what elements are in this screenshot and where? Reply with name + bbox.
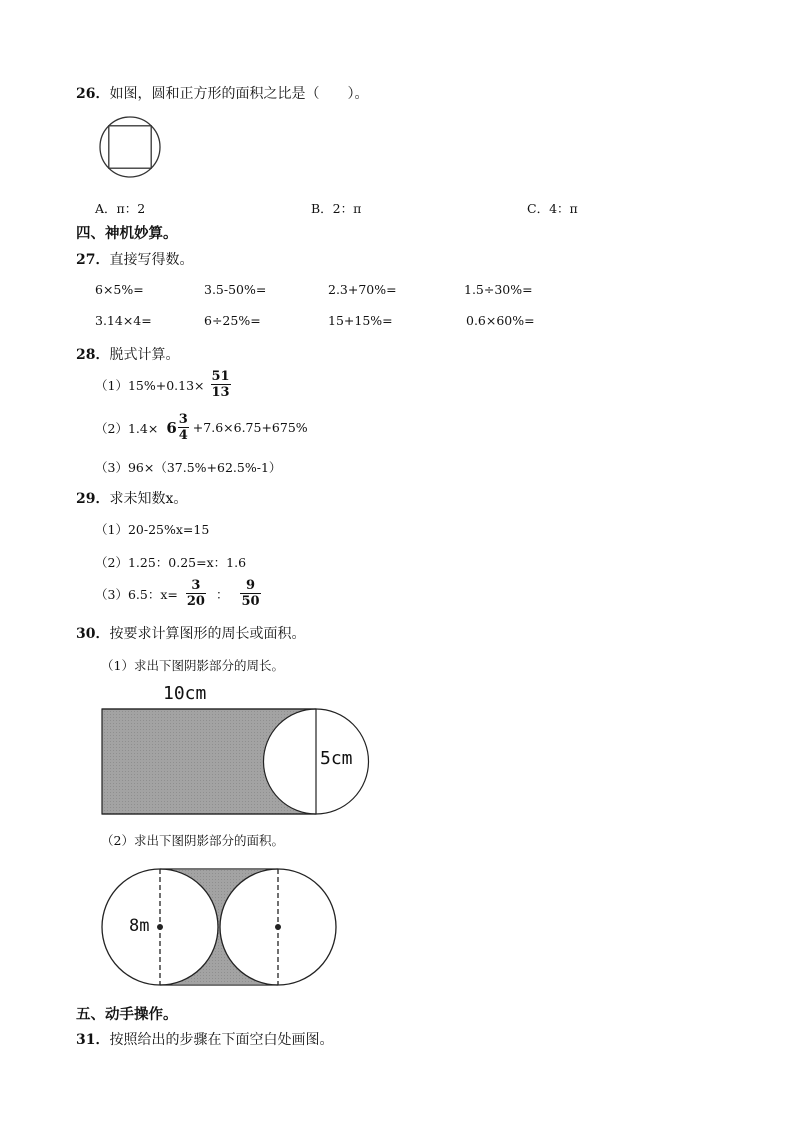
calc-item: 15+15%= <box>328 313 393 328</box>
numerator: 3 <box>191 578 201 593</box>
calc-item: 6×5%= <box>95 282 144 297</box>
denominator: 50 <box>241 594 260 609</box>
question-29: 29．求未知数x。 <box>76 491 188 507</box>
question-text: 求未知数x。 <box>109 491 188 507</box>
denominator: 13 <box>211 385 230 400</box>
equation-2: （2）1.25：0.25=x：1.6 <box>95 555 247 570</box>
question-text: 脱式计算。 <box>109 347 180 363</box>
question-number: 27 <box>76 252 96 268</box>
fraction <box>211 369 231 400</box>
numerator: 3 <box>178 412 188 427</box>
question-number: 29 <box>76 491 96 507</box>
question-31: 31．按照给出的步骤在下面空白处画图。 <box>76 1032 334 1048</box>
expression-1 <box>95 369 233 400</box>
mixed-number <box>166 412 192 443</box>
calc-item: 2.3+70%= <box>328 282 397 297</box>
calc-item: 6÷25%= <box>204 313 261 328</box>
whole-part: 6 <box>166 418 177 437</box>
side-length-label: 8m <box>129 916 150 936</box>
question-number: 28 <box>76 347 96 363</box>
numerator: 51 <box>211 369 230 384</box>
calc-item: 3.14×4= <box>95 313 152 328</box>
question-30: 30．按要求计算图形的周长或面积。 <box>76 626 306 642</box>
calc-item: 1.5÷30%= <box>464 282 533 297</box>
expression-text: （1）15%+0.13× <box>95 377 205 393</box>
subquestion-2: （2）求出下图阴影部分的面积。 <box>101 833 284 848</box>
option-c[interactable]: C．4：π <box>527 201 578 216</box>
length-label: 10cm <box>163 683 207 704</box>
calc-item: 0.6×60%= <box>466 313 535 328</box>
equation-text: （3）6.5：x= <box>95 586 178 602</box>
circle-square-figure <box>99 116 163 180</box>
fraction <box>186 578 206 609</box>
numerator: 9 <box>245 578 256 593</box>
question-number: 30 <box>76 626 96 642</box>
expression-2 <box>95 412 308 443</box>
question-number: 26 <box>76 86 96 102</box>
section-title: 五、动手操作。 <box>76 1006 178 1023</box>
fraction <box>178 412 189 443</box>
denominator: 4 <box>178 428 188 443</box>
question-text: 按照给出的步骤在下面空白处画图。 <box>109 1032 334 1048</box>
diameter-label: 5cm <box>320 748 353 769</box>
option-b[interactable]: B．2：π <box>311 201 362 216</box>
ratio-colon: ： <box>215 586 229 602</box>
section-title: 四、神机妙算。 <box>76 225 178 242</box>
denominator: 20 <box>186 594 205 609</box>
subquestion-1: （1）求出下图阴影部分的周长。 <box>101 658 284 673</box>
option-a[interactable]: A．π：2 <box>95 201 146 216</box>
equation-1: （1）20-25%x=15 <box>95 522 210 537</box>
question-text: 如图，圆和正方形的面积之比是（ ）。 <box>109 86 369 102</box>
expression-text: +7.6×6.75+675% <box>192 420 308 435</box>
question-27: 27．直接写得数。 <box>76 252 194 268</box>
question-number: 31 <box>76 1032 96 1048</box>
question-text: 直接写得数。 <box>109 252 194 268</box>
expression-3: （3）96×（37.5%+62.5%-1） <box>95 460 282 475</box>
expression-text: （2）1.4× <box>95 420 159 436</box>
question-26: 26．如图，圆和正方形的面积之比是（ ）。 <box>76 86 369 102</box>
calc-item: 3.5-50%= <box>204 282 267 297</box>
fraction <box>240 578 260 609</box>
equation-3 <box>95 578 263 609</box>
question-28: 28．脱式计算。 <box>76 347 180 363</box>
question-text: 按要求计算图形的周长或面积。 <box>109 626 306 642</box>
